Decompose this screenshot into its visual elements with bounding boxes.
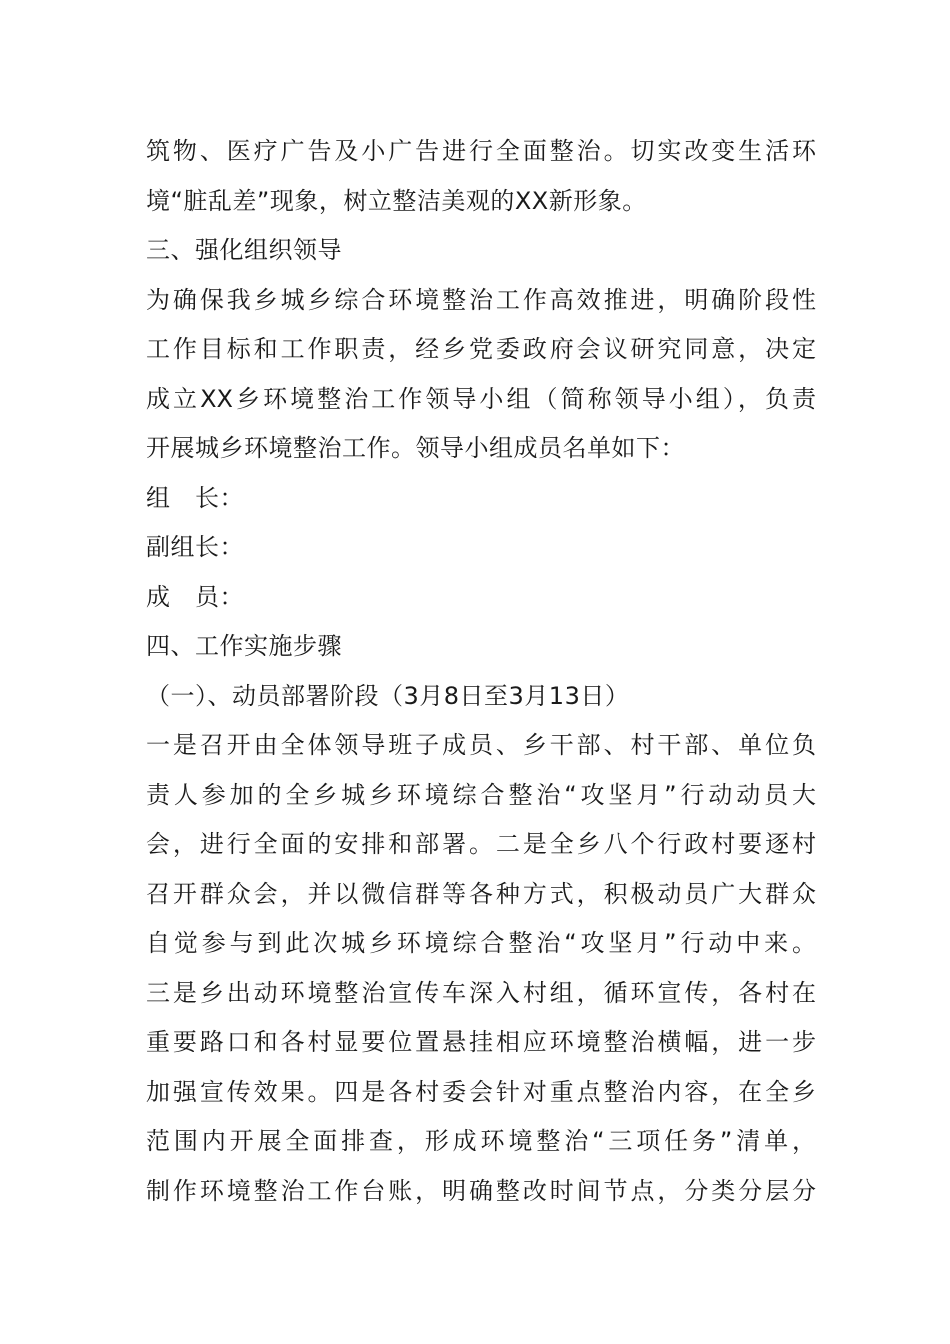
members-label: 成 员： — [146, 582, 244, 611]
body-line: 自觉参与到此次城乡环境综合整治“攻坚月”行动中来。 — [146, 929, 816, 957]
body-line: 境“脏乱差”现象，树立整洁美观的XX新形象。 — [146, 186, 647, 215]
body-line: 重要路口和各村显要位置悬挂相应环境整治横幅，进一步 — [146, 1028, 816, 1056]
body-line: 范围内开展全面排查，形成环境整治“三项任务”清单， — [146, 1127, 816, 1155]
deputy-leader-label: 副组长： — [146, 533, 244, 561]
body-line: 制作环境整治工作台账，明确整改时间节点，分类分层分 — [146, 1176, 816, 1205]
body-line: 为确保我乡城乡综合环境整治工作高效推进，明确阶段性 — [146, 285, 816, 314]
body-line: 召开群众会，并以微信群等各种方式，积极动员广大群众 — [146, 879, 816, 908]
section-heading: 四、工作实施步骤 — [146, 632, 342, 660]
subsection-heading: （一）、动员部署阶段（3月8日至3月13日） — [146, 681, 630, 710]
body-line: 三是乡出动环境整治宣传车深入村组，循环宣传，各村在 — [146, 978, 816, 1007]
section-heading: 三、强化组织领导 — [146, 236, 342, 264]
leader-label: 组 长： — [146, 483, 244, 512]
body-line: 筑物、医疗广告及小广告进行全面整治。切实改变生活环 — [146, 137, 816, 165]
body-line: 加强宣传效果。四是各村委会针对重点整治内容，在全乡 — [146, 1077, 816, 1106]
body-line: 会，进行全面的安排和部署。二是全乡八个行政村要逐村 — [146, 830, 816, 858]
body-line: 工作目标和工作职责，经乡党委政府会议研究同意，决定 — [146, 335, 816, 363]
body-line: 责人参加的全乡城乡环境综合整治“攻坚月”行动动员大 — [146, 780, 816, 809]
body-line: 成立XX乡环境整治工作领导小组（简称领导小组），负责 — [146, 384, 816, 413]
body-line: 一是召开由全体领导班子成员、乡干部、村干部、单位负 — [146, 731, 816, 759]
body-line: 开展城乡环境整治工作。领导小组成员名单如下： — [146, 434, 685, 462]
document-body — [146, 127, 816, 1216]
